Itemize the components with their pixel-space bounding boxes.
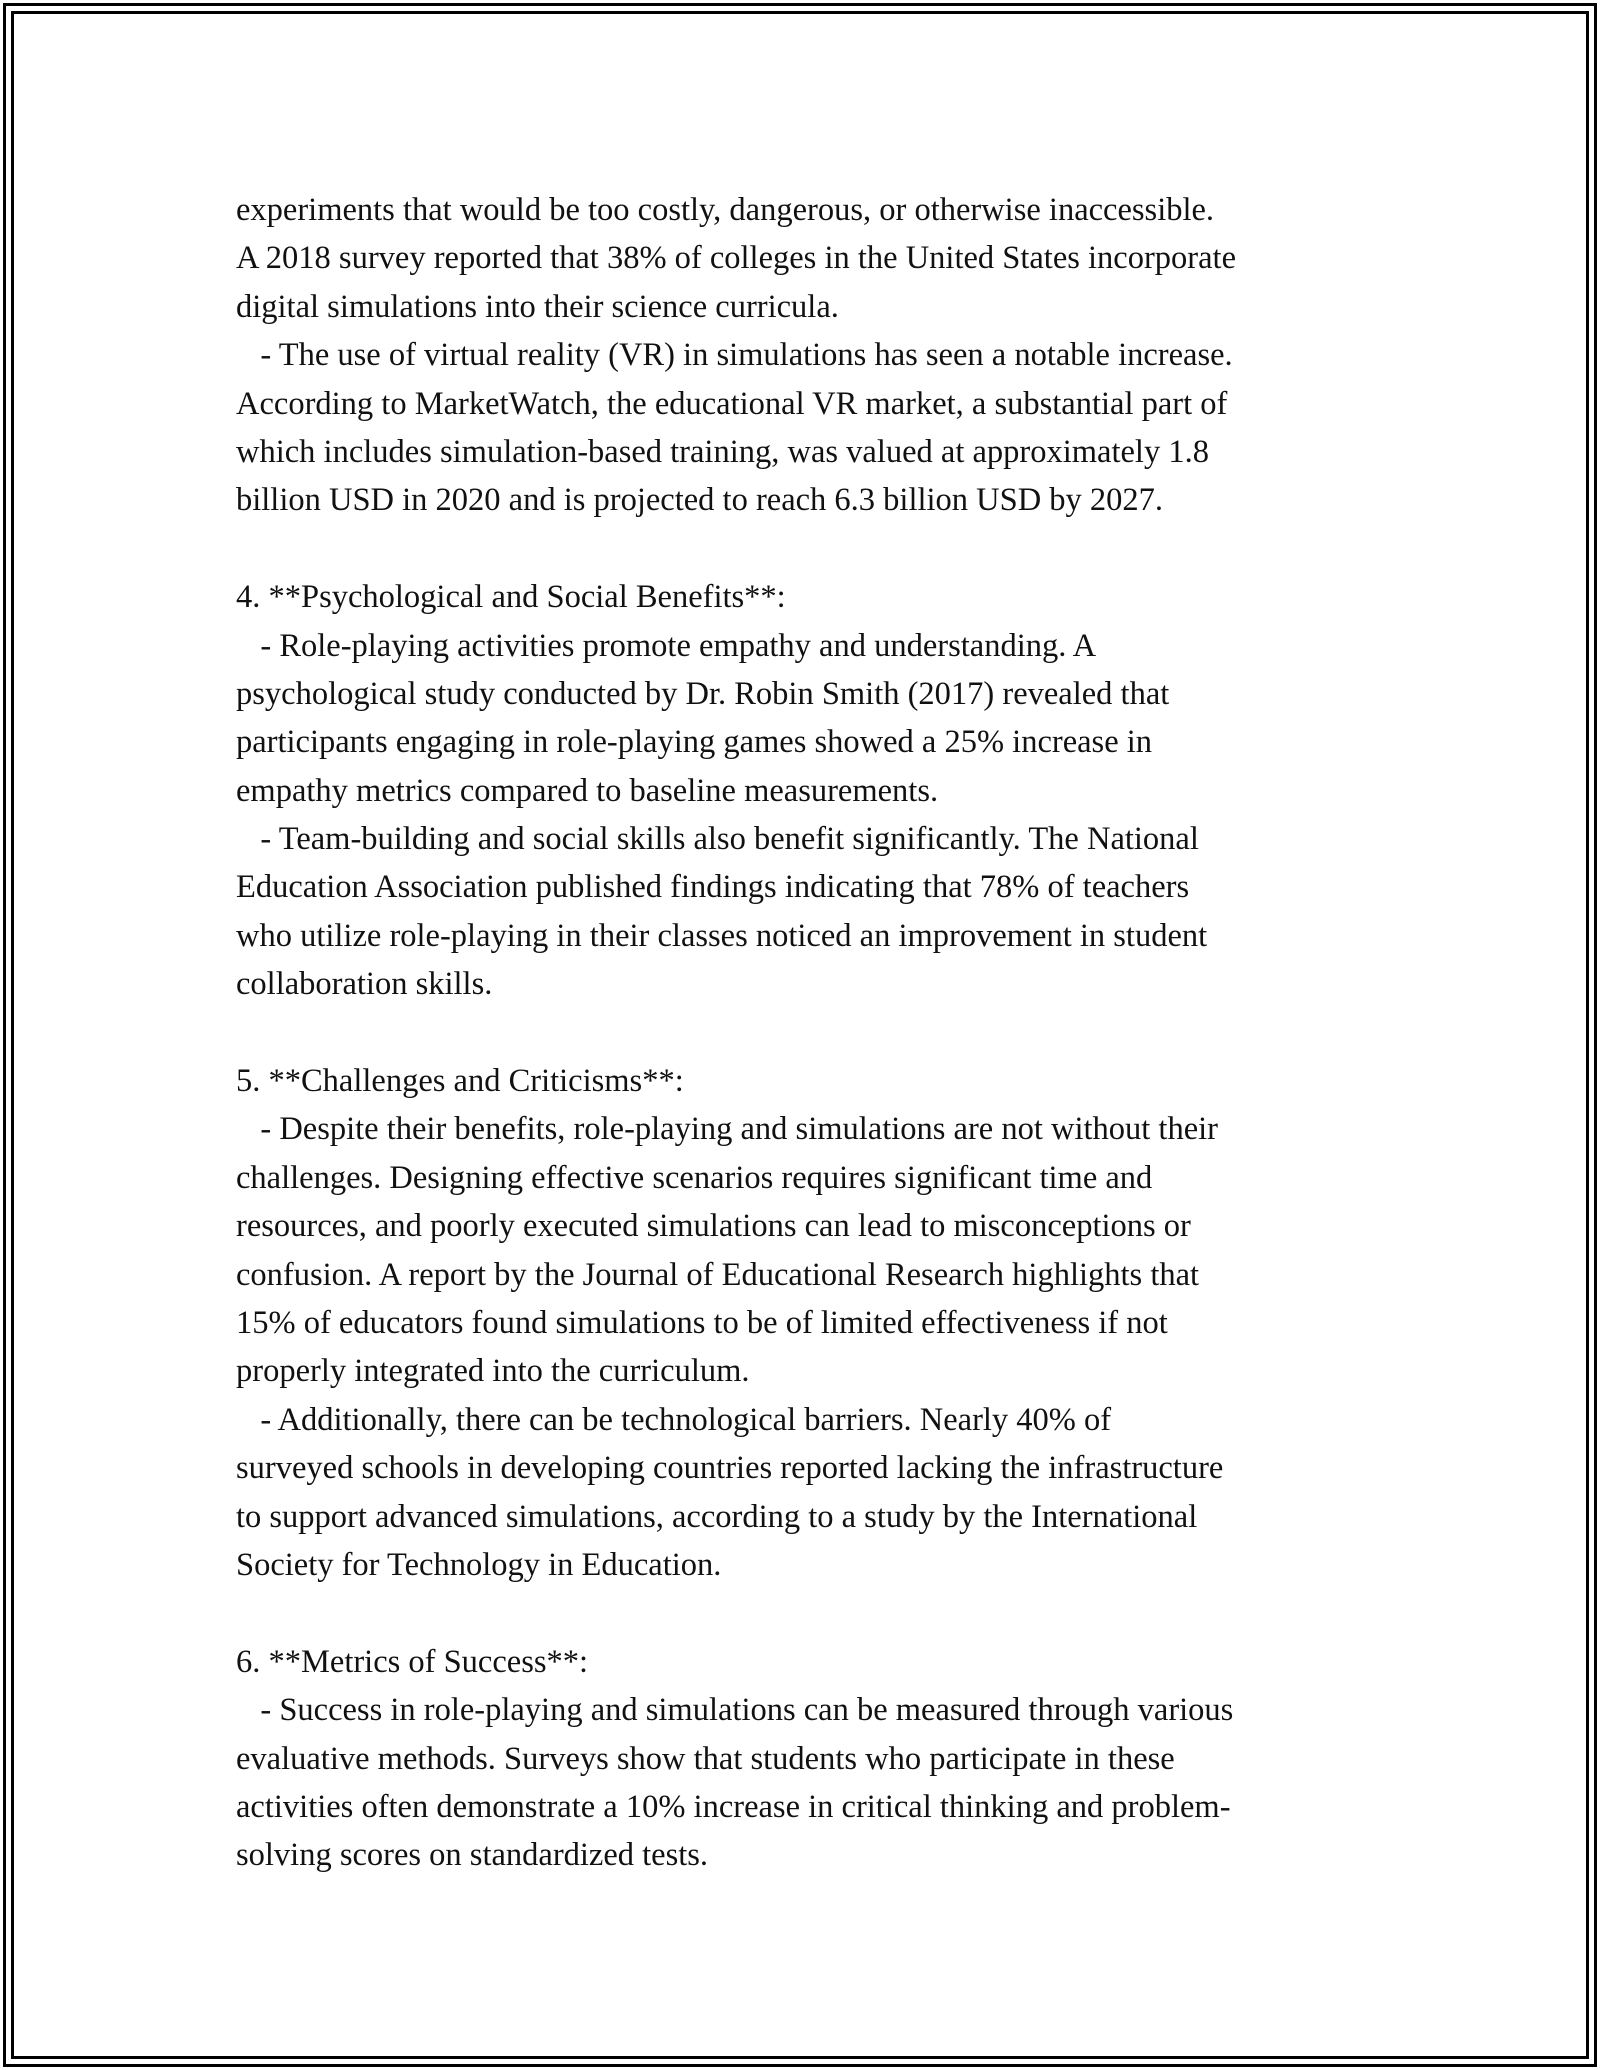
text-line: participants engaging in role-playing games showed a 25% increase in xyxy=(236,724,1153,761)
text-line: - The use of virtual reality (VR) in simulations has seen a notable increase. xyxy=(236,337,1233,374)
text-line: collaboration skills. xyxy=(236,966,493,1003)
section-heading: 5. **Challenges and Criticisms**: xyxy=(236,1063,684,1100)
text-line: A 2018 survey reported that 38% of colleges in the United States incorporate xyxy=(236,240,1237,277)
text-line: challenges. Designing effective scenarios requires significant time and xyxy=(236,1159,1153,1196)
blank-line xyxy=(236,1009,1376,1057)
text-line: - Success in role-playing and simulations can be measured through various xyxy=(236,1692,1234,1729)
section-metrics-of-success xyxy=(236,1638,1376,1880)
text-line: According to MarketWatch, the educational VR market, a substantial part of xyxy=(236,385,1228,422)
text-line: resources, and poorly executed simulations can lead to misconceptions or xyxy=(236,1208,1191,1245)
text-line: Education Association published findings indicating that 78% of teachers xyxy=(236,869,1190,906)
section-challenges-criticisms xyxy=(236,1057,1376,1589)
section-heading: 4. **Psychological and Social Benefits**: xyxy=(236,579,786,616)
text-line: - Role-playing activities promote empathy and understanding. A xyxy=(236,627,1097,664)
paragraph-simulations-continued xyxy=(236,186,1376,525)
text-line: solving scores on standardized tests. xyxy=(236,1837,709,1874)
text-line: who utilize role-playing in their classes noticed an improvement in student xyxy=(236,917,1208,954)
document-body xyxy=(236,186,1376,1880)
section-heading: 6. **Metrics of Success**: xyxy=(236,1643,589,1680)
text-line: which includes simulation-based training, was valued at approximately 1.8 xyxy=(236,433,1209,470)
text-line: evaluative methods. Surveys show that students who participate in these xyxy=(236,1740,1175,1777)
text-line: psychological study conducted by Dr. Robin Smith (2017) revealed that xyxy=(236,675,1170,712)
text-line: billion USD in 2020 and is projected to reach 6.3 billion USD by 2027. xyxy=(236,482,1164,519)
text-line: surveyed schools in developing countries reported lacking the infrastructure xyxy=(236,1450,1224,1487)
text-line: empathy metrics compared to baseline measurements. xyxy=(236,772,939,809)
text-line: activities often demonstrate a 10% increase in critical thinking and problem- xyxy=(236,1788,1231,1825)
section-psychological-social-benefits xyxy=(236,573,1376,1009)
text-line: - Team-building and social skills also benefit significantly. The National xyxy=(236,821,1199,858)
text-line: confusion. A report by the Journal of Educational Research highlights that xyxy=(236,1256,1200,1293)
text-line: - Additionally, there can be technological barriers. Nearly 40% of xyxy=(236,1401,1112,1438)
text-line: Society for Technology in Education. xyxy=(236,1546,722,1583)
text-line: to support advanced simulations, according to a study by the International xyxy=(236,1498,1198,1535)
blank-line xyxy=(236,525,1376,573)
text-line: digital simulations into their science curricula. xyxy=(236,288,839,325)
text-line: properly integrated into the curriculum. xyxy=(236,1353,750,1390)
text-line: - Despite their benefits, role-playing and simulations are not without their xyxy=(236,1111,1218,1148)
text-line: 15% of educators found simulations to be of limited effectiveness if not xyxy=(236,1304,1168,1341)
text-line: experiments that would be too costly, dangerous, or otherwise inaccessible. xyxy=(236,192,1215,228)
blank-line xyxy=(236,1589,1376,1637)
